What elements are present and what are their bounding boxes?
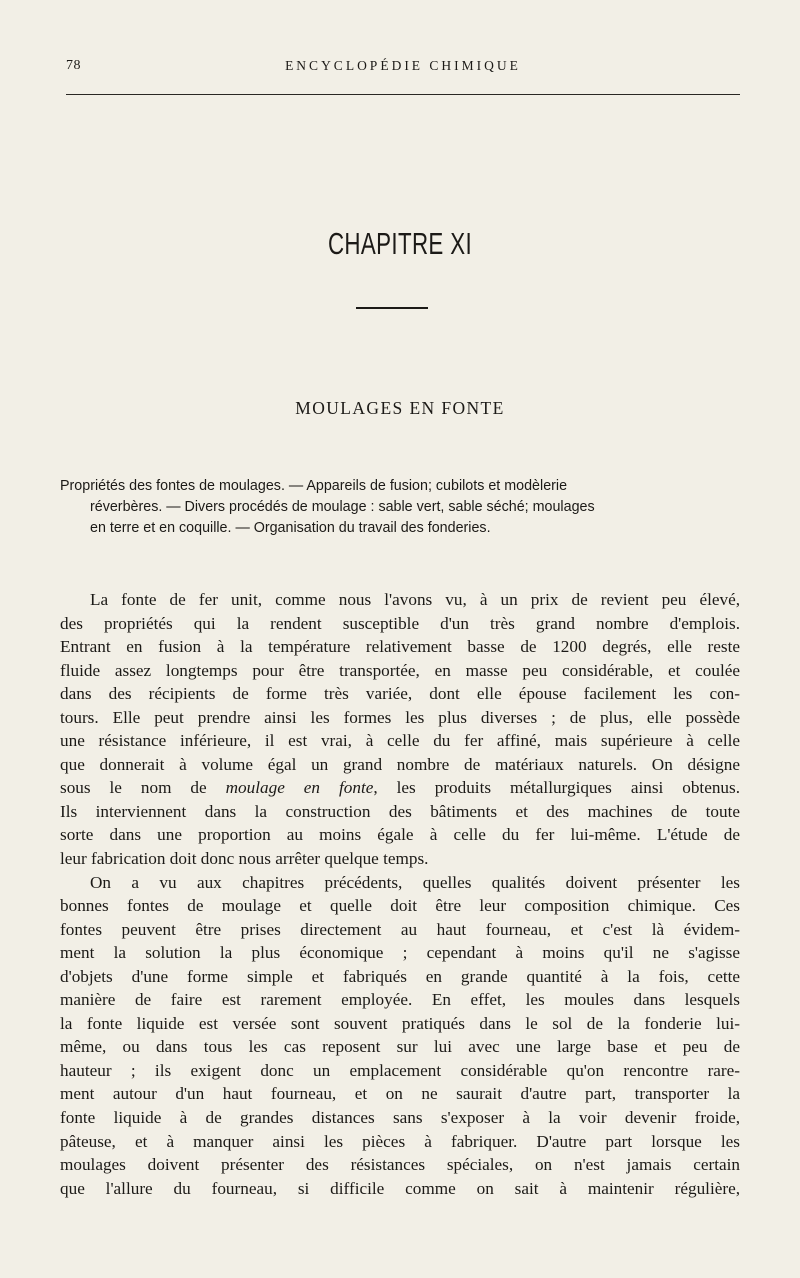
paragraph-line: moulages doivent présenter des résistances spéciales, on n'est jamais certain (60, 1155, 740, 1175)
paragraph-line: manière de faire est rarement employée. En effet, les moules dans lesquels (60, 990, 740, 1010)
summary-line: Propriétés des fontes de moulages. — Appareils de fusion; cubilots et modèlerie (60, 478, 568, 494)
body-text (60, 588, 740, 1200)
paragraph-line: La fonte de fer unit, comme nous l'avons vu, à un prix de revient peu élevé, (90, 590, 740, 609)
italic-term: moulage en fonte (225, 778, 374, 798)
paragraph-line: On a vu aux chapitres précédents, quelles qualités doivent présenter les (90, 872, 740, 892)
paragraph-line: la fonte liquide est versée sont souvent pratiqués dans le sol de la fonderie lui- (60, 1013, 740, 1033)
paragraph-line: fluide assez longtemps pour être transportée, en masse peu considérable, et coulée (60, 660, 740, 680)
paragraph-line: Entrant en fusion à la température relativement basse de 1200 degrés, elle reste (60, 637, 740, 657)
chapter-title: CHAPITRE XI (327, 226, 473, 261)
chapter-summary (60, 476, 740, 539)
paragraph-line: même, ou dans tous les cas reposent sur lui avec une large base et peu de (60, 1037, 740, 1057)
paragraph-line: d'objets d'une forme simple et fabriqués en grande quantité à la fois, cette (60, 966, 740, 986)
paragraph-line: dans des récipients de forme très variée, dont elle épouse facilement les con- (60, 684, 740, 704)
line-text: , les produits métallurgiques ainsi obtenus. (373, 778, 741, 798)
paragraph-line: une résistance inférieure, il est vrai, à celle du fer affiné, mais supérieure à celle (60, 731, 740, 751)
paragraph-line: pâteuse, et à manquer ainsi les pièces à fabriquer. D'autre part lorsque les (60, 1131, 740, 1151)
page-number: 78 (66, 58, 81, 73)
line-text: sous le nom de (60, 778, 226, 798)
paragraph-line: des propriétés qui la rendent susceptible d'un très grand nombre d'emplois. (60, 613, 740, 633)
running-head: ENCYCLOPÉDIE CHIMIQUE (285, 58, 521, 73)
page-header (66, 58, 740, 80)
paragraph-line: que l'allure du fourneau, si difficile comme on sait à maintenir régulière, (60, 1178, 740, 1198)
paragraph-line: tours. Elle peut prendre ainsi les formes les plus diverses ; de plus, elle possède (60, 707, 740, 727)
paragraph-line: fontes peuvent être prises directement au haut fourneau, et c'est là évidem- (60, 919, 740, 939)
paragraph-line: fonte liquide à de grandes distances sans s'exposer à la voir devenir froide, (60, 1108, 740, 1128)
paragraph-line: Ils interviennent dans la construction des bâtiments et des machines de toute (60, 801, 740, 821)
paragraph-line: ment la solution la plus économique ; cependant à moins qu'il ne s'agisse (60, 943, 740, 963)
summary-line: en terre et en coquille. — Organisation du travail des fonderies. (90, 520, 491, 536)
paragraph-line: ment autour d'un haut fourneau, et on ne saurait d'autre part, transporter la (60, 1084, 740, 1104)
summary-line: réverbères. — Divers procédés de moulage : sable vert, sable séché; moulages (90, 499, 595, 515)
paragraph-line: hauteur ; ils exigent donc un emplacement considérable qu'on rencontre rare- (60, 1060, 740, 1080)
section-title: MOULAGES EN FONTE (295, 398, 505, 418)
paragraph-line: sorte dans une proportion au moins égale à celle du fer lui-même. L'étude de (60, 825, 740, 845)
paragraph-line (60, 776, 740, 800)
paragraph-line: leur fabrication doit donc nous arrêter quelque temps. (60, 849, 429, 869)
paragraph-line: que donnerait à volume égal un grand nombre de matériaux naturels. On désigne (60, 754, 740, 774)
paragraph-line: bonnes fontes de moulage et quelle doit être leur composition chimique. Ces (60, 896, 740, 916)
header-rule (66, 94, 740, 95)
chapter-rule (356, 307, 428, 309)
